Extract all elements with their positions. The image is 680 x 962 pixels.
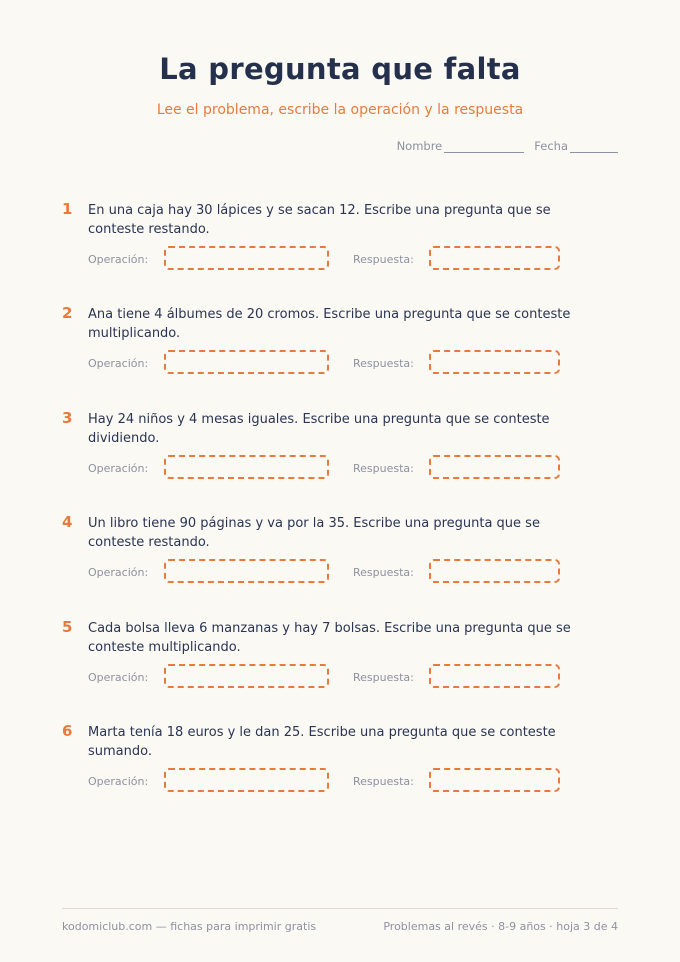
student-info: [397, 139, 618, 153]
operation-label: Operación:: [88, 671, 149, 684]
problem-number: 2: [62, 304, 73, 322]
answer-row: [88, 664, 608, 692]
answer-label: Respuesta:: [353, 566, 414, 579]
answer-row: [88, 455, 608, 483]
answer-box[interactable]: [429, 768, 560, 792]
answer-label: Respuesta:: [353, 775, 414, 788]
problem-text: Ana tiene 4 álbumes de 20 cromos. Escribe una pregunta que se conteste multiplicando.: [88, 307, 571, 341]
footer-site: kodomiclub.com — fichas para imprimir gratis: [62, 920, 317, 933]
answer-label: Respuesta:: [353, 357, 414, 370]
problem-text: Marta tenía 18 euros y le dan 25. Escribe una pregunta que se conteste sumando.: [88, 725, 556, 759]
answer-row: [88, 350, 608, 378]
operation-label: Operación:: [88, 253, 149, 266]
operation-label: Operación:: [88, 775, 149, 788]
name-line: [444, 142, 524, 153]
problem-text: Cada bolsa lleva 6 manzanas y hay 7 bolsas. Escribe una pregunta que se conteste multiplicando.: [88, 621, 571, 655]
problem-text: Hay 24 niños y 4 mesas iguales. Escribe una pregunta que se conteste dividiendo.: [88, 412, 550, 446]
date-field[interactable]: [534, 139, 618, 153]
operation-box[interactable]: [164, 559, 329, 583]
date-line: [570, 142, 618, 153]
answer-box[interactable]: [429, 455, 560, 479]
answer-box[interactable]: [429, 664, 560, 688]
operation-box[interactable]: [164, 768, 329, 792]
problem-number: 1: [62, 200, 73, 218]
footer-sheet-info: Problemas al revés · 8-9 años · hoja 3 de 4: [383, 920, 618, 933]
answer-box[interactable]: [429, 350, 560, 374]
answer-row: [88, 246, 608, 274]
operation-box[interactable]: [164, 350, 329, 374]
problem-number: 4: [62, 513, 73, 531]
answer-label: Respuesta:: [353, 462, 414, 475]
answer-box[interactable]: [429, 246, 560, 270]
operation-box[interactable]: [164, 664, 329, 688]
operation-box[interactable]: [164, 246, 329, 270]
answer-label: Respuesta:: [353, 671, 414, 684]
answer-box[interactable]: [429, 559, 560, 583]
operation-label: Operación:: [88, 357, 149, 370]
footer-divider: [62, 908, 618, 909]
problem-number: 6: [62, 722, 73, 740]
page-title: La pregunta que falta: [159, 52, 521, 86]
operation-box[interactable]: [164, 455, 329, 479]
date-label: Fecha: [534, 139, 568, 153]
problem-number: 3: [62, 409, 73, 427]
answer-row: [88, 768, 608, 796]
problem-text: Un libro tiene 90 páginas y va por la 35. Escribe una pregunta que se conteste restando.: [88, 516, 540, 550]
problem-text: En una caja hay 30 lápices y se sacan 12. Escribe una pregunta que se conteste restando.: [88, 203, 551, 237]
problem-number: 5: [62, 618, 73, 636]
operation-label: Operación:: [88, 566, 149, 579]
operation-label: Operación:: [88, 462, 149, 475]
page-subtitle: Lee el problema, escribe la operación y la respuesta: [156, 102, 524, 118]
name-field[interactable]: [397, 139, 525, 153]
answer-label: Respuesta:: [353, 253, 414, 266]
name-label: Nombre: [396, 139, 443, 153]
answer-row: [88, 559, 608, 587]
